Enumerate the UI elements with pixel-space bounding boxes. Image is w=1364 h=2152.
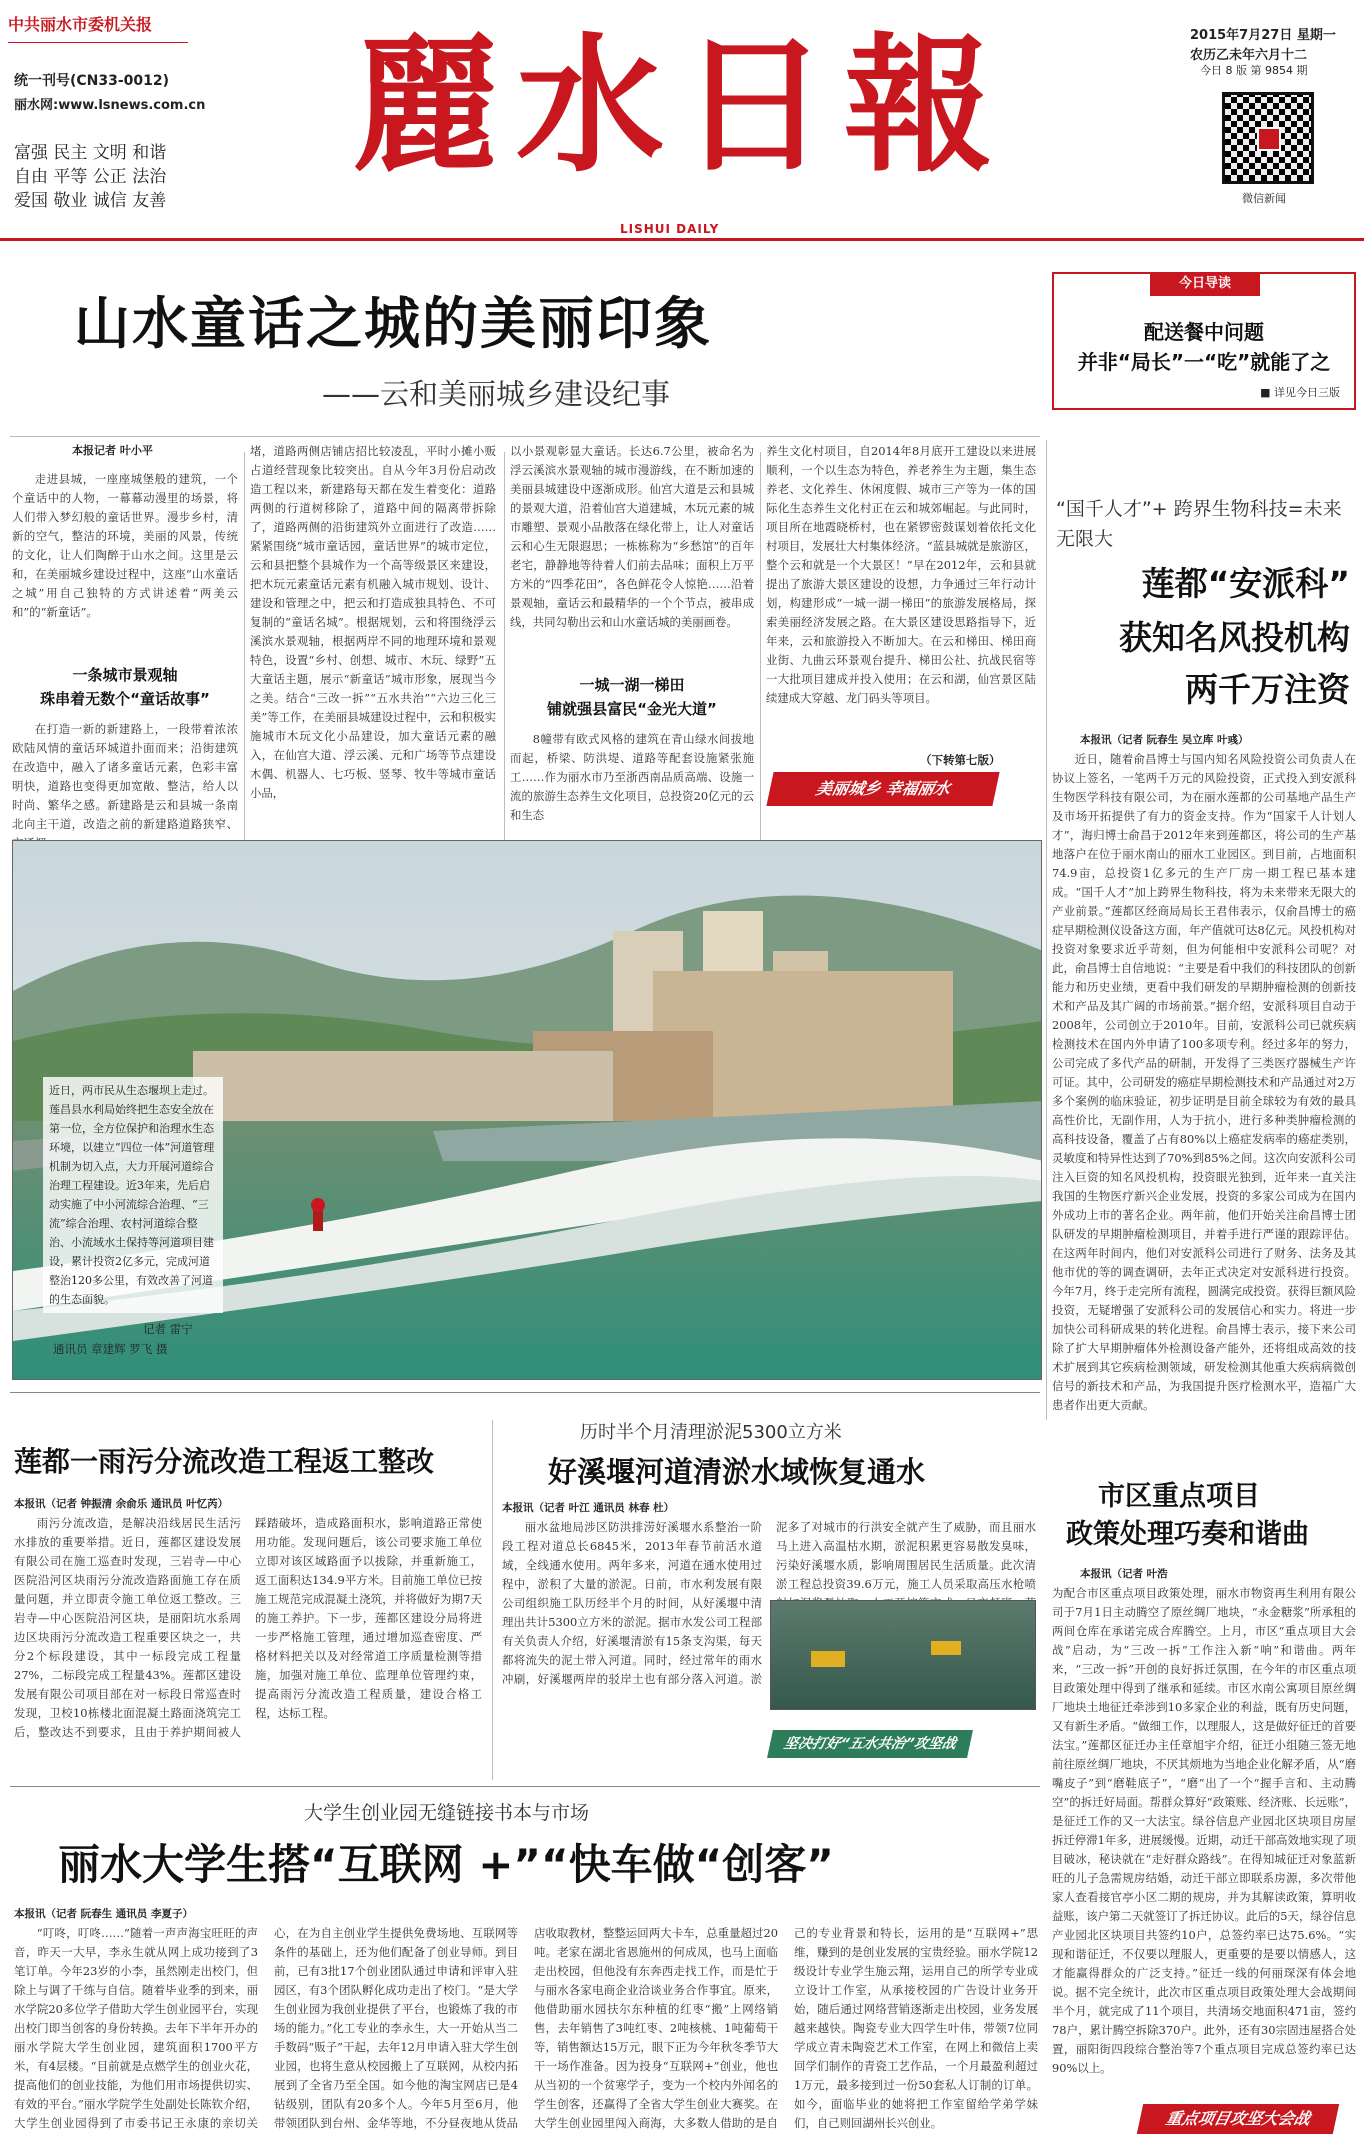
lead-col1-text: 走进县城，一座座城堡般的建筑，一个个童话中的人物，一幕幕动漫里的场景，将人们带入梦幻般的童话世界。漫步乡村，清新的空气，整洁的环境，美丽的风景，传统的文化，让人们陶醉于山水之间。这里是云和，在美丽城乡建设过程中，这座“山水童话之城”用自己独特的方式讲述着“两美云和”的“新童话”。 bbox=[12, 472, 238, 619]
photo-caption: 近日，两市民从生态堰坝上走过。莲昌县水利局始终把生态安全放在第一位，全方位保护和治理水生态环境，以建立“四位一体”河道管理机制为切入点，大力开展河道综合治理工程建设。近3年来，先后启动实施了中小河流综合治理、“三流”综合治理、农村河道综合整治、小流域水土保持等河道项目建设，累计投资2亿多元，完成河道整治120多公里，有效改善了河道的生态面貌。 bbox=[43, 1077, 223, 1313]
core-values-line2: 自由 平等 公正 法治 bbox=[14, 167, 167, 187]
lead-subheading-1a: 一条城市景观轴 bbox=[72, 666, 178, 684]
lead-headline: 山水童话之城的美丽印象 bbox=[74, 292, 712, 357]
date-line2: 农历乙未年六月十二 bbox=[1190, 48, 1308, 63]
core-values-line3: 爱国 敬业 诚信 友善 bbox=[14, 191, 167, 211]
date-line1: 2015年7月27日 星期一 bbox=[1190, 28, 1336, 43]
story3-photo bbox=[770, 1600, 1036, 1710]
story3-headline: 好溪堰河道清淤水域恢复通水 bbox=[548, 1455, 926, 1489]
sidebar-divider bbox=[1046, 440, 1047, 1420]
lead-subheading-2b: 铺就强县富民“金光大道” bbox=[547, 700, 717, 718]
title-char-1: 麗 bbox=[352, 18, 500, 192]
title-char-2: 水 bbox=[516, 18, 664, 192]
story3-byline: 本报讯（记者 叶江 通讯员 林春 杜） bbox=[502, 1502, 675, 1514]
masthead-left-rule bbox=[8, 42, 188, 43]
core-values-line1: 富强 民主 文明 和谐 bbox=[14, 143, 167, 163]
lead-subhead: ——云和美丽城乡建设纪事 bbox=[322, 377, 671, 411]
guide-tag: 今日导读 bbox=[1150, 272, 1260, 296]
date-line3: 今日 8 版 第 9854 期 bbox=[1200, 64, 1308, 77]
bottom-section-rule bbox=[10, 1786, 1040, 1787]
sidebar-story-text: 近日，随着俞昌博士与国内知名风险投资公司负责人在协议上签名，一笔两千万元的风险投资，正式投入到安派科生物医学科技有限公司，为在丽水莲都的公司基地产品生产及市场开拓提供了有力的资金支持。作为“国家千人计划人才”，海归博士俞昌于2012年来到莲都区，将公司的生产基地落户在位于丽水南山的丽水工业园区。到目前，占地面积74.9亩，总投资1亿多元的生产厂房一期工程已基本建成。“国千人才”加上跨界生物科技，将为未来带来无限大的产业前景。”莲都区经商局局长王君伟表示，仅俞昌博士的癌症早期检测仪设备这方面，年产值就可达8亿元。风投机构对投资对象要求近乎苛刻，但为何能相中安派科公司呢？对此，俞昌博士自信地说：“主要是看中我们的科技团队的创新能力和历史业绩，更看中我们研发的早期肿瘤检测的创新技术和产品及其广阔的市场前景。”据介绍，安派科项目自动于2008年，公司创立于2010年。目前，安派科公司已就疾病检测技术在国内外申请了100多项专利。经过多年的努力，公司完成了多代产品的研制，开发得了三类医疗器械生产许可证。其中，公司研发的癌症早期检测技术和产品通过对2万多个案例的临床验证，初步证明是目前全球较为有效的最具高性价比，无副作用，人为于抗小，进行多种类肿瘤检测的高科技设备，覆盖了占有80%以上癌症发病率的癌症类别，灵敏度和特异性达到了70%到85%之间。这次向安派科公司注入巨资的知名风投机构，投资眼光独到，近年来一直关注我国的生物医疗新兴企业发展，投资的多家公司成为在国内外成功上市的著名企业。两年前，他们开始关注俞昌博士团队研发的早期肿瘤检测项目，并着手进行严谨的跟踪评估。在这两年时间内，他们对安派科公司进行了财务、法务及其他市优的等的调查调研，去年正式决定对安派科进行投资。今年7月，终于走完所有流程，圆满完成投资。获得巨额风险投资，无疑增强了安派科公司的发展信心和实力。将进一步加快公司科研成果的转化进程。俞昌博士表示，接下来公司除了扩大早期肿瘤体外检测设备产能外，还将组成高效的技术扩展到其它疾病检测领域，研发检测其他重大疾病病微创信号的新技术和产品，为我国提升医疗检测水平，造福广大患者作出更大贡献。 bbox=[1052, 752, 1356, 1412]
story2-divider bbox=[492, 1420, 493, 1780]
lead-col-divider-1 bbox=[244, 452, 245, 846]
story2-body: 雨污分流改造，是解决沿线居民生活污水排放的重要举措。近日，莲都区建设发展有限公司在施工巡查时发现，三岩寺—中心医院沿河区块雨污分流改造路面施工存在质量问题，并立即责令施工单位返工整改。三岩寺—中心医院沿河区块，是丽阳坑水系周边区块雨污分流改造工程重要区块之一，共分2个标段建设，其中一标段完成工程量27%，二标段完成工程量43%。莲都区建设发展有限公司项目部在对一标段日常巡查时发现，卫校10栋楼北面混凝土路面浇筑完工后，整改达不到要求，且由于养护期间被人踩踏破坏，造成路面积水，影响道路正常使用功能。发现问题后，该公司要求施工单位立即对该区域路面予以拔除，并重新施工，返工面积达134.9平方米。目前施工单位已按施工规范完成混凝土浇筑，并将做好为期7天的施工养护。下一步，莲都区建设分局将进一步严格施工管理，通过增加巡查密度、严格材料把关以及对经常道工序质量检测等措施，加强对施工单位、监理单位管理约束，提高雨污分流改造工程质量，建设合格工程，达标工程。 bbox=[14, 1516, 482, 1739]
excavator-icon bbox=[811, 1651, 845, 1667]
guide-box[interactable] bbox=[1052, 272, 1356, 410]
masthead-bottom-rule bbox=[0, 238, 1364, 241]
lead-col3-text: 以小景观彰显大童话。长达6.7公里，被命名为浮云溪滨水景观轴的城市漫游线，在不断加速的美丽县城建设中逐渐成形。仙宫大道是云和县城的景观大道，沿着仙宫大道建城，木玩元素的城市雕塑、景观小品散落在绿化带上，让人对童话云和心生无限遐思；一栋栋称为“乡愁馆”的百年老宅，静静地等待着人们前去品味；面积上万平方米的“四季花田”，各色鲜花令人惊艳……沿着景观轴，童话云和最精华的一个个节点，被串成线，共同勾勒出云和山水童话城的美丽画卷。 bbox=[510, 444, 754, 629]
story2-headline: 莲都一雨污分流改造工程返工整改 bbox=[14, 1445, 435, 1478]
english-title: LISHUI DAILY bbox=[620, 222, 720, 236]
party-organ-label: 中共丽水市委机关报 bbox=[8, 15, 153, 34]
story4-headline-line2: 政策处理巧奏和谐曲 bbox=[1066, 1519, 1309, 1550]
guide-headline-line1: 配送餐中问题 bbox=[1144, 320, 1264, 344]
lower-section-rule bbox=[10, 1392, 1040, 1393]
lead-col2-text: 堵，道路两侧店铺店招比较凌乱，平时小摊小贩占道经营现象比较突出。自从今年3月份启动改造工程以来，新建路每天都在发生着变化：道路两侧的行道树移除了，道路中间的隔离带拆除了，道路两侧的沿街建筑外立面进行了改造……紧紧围绕“城市童话园，童话世界”的城市定位，云和县把整个县城作为一个高等级景区来建设，把木玩元素童话元素有机融入城市规划、设计、建设和管理之中，把云和打造成独具特色、不可复制的“童话名城”。根据规划，云和将围绕浮云溪滨水景观轴，根据两岸不同的地理环境和景观特色，设置“乡村、创想、城市、木玩、绿野”五大童话主题，展示“新童话”城市形象，展现当今之美。结合“三改一拆”“五水共治”“六边三化三美”等工作，在美丽县城建设过程中，云和积极实施城市木玩文化小品建设，加大童话元素的融入，在仙宫大道、浮云溪、元和广场等节点建设木偶、机器人、七巧板、竖琴、牧牛等城市童话小品， bbox=[250, 444, 496, 800]
lead-col1b-text: 在打造一新的新建路上，一段带着浓浓欧陆风情的童话环城道扑面而来；沿街建筑在改造中，融入了诸多童话元素，色彩丰富明快，道路也变得更加宽敞、整洁，给人以时尚、繁华之感。新建路是云和县城一条南北向主干道，改造之前的新建路道路狭窄、 bbox=[12, 722, 238, 831]
lead-col-divider-2 bbox=[504, 452, 505, 846]
story5-headline: 丽水大学生搭“互联网 +”“快车做“创客” bbox=[58, 1840, 834, 1889]
lead-subheading-2a: 一城一湖一梯田 bbox=[579, 676, 685, 694]
qr-logo-icon bbox=[1257, 127, 1281, 151]
story4-byline: 本报讯（记者 叶浩 bbox=[1080, 1568, 1168, 1580]
photo-frame bbox=[12, 840, 1042, 1380]
guide-note: ■ 详见今日三版 bbox=[1260, 386, 1340, 399]
photo-credit-correspondents: 通讯员 章建辉 罗飞 摄 bbox=[53, 1342, 168, 1356]
sidebar-headline-line3: 两千万注资 bbox=[1185, 670, 1350, 709]
sidebar-kicker: “国千人才”+ 跨界生物科技=未来无限大 bbox=[1056, 498, 1342, 550]
story3-body: 丽水盆地局涉区防洪排涝好溪堰水系整治一阶段工程对道总长6845米，2013年春节前活水道域，全线通水使用。两年多来，河道在通水使用过程中，淤积了大量的淤泥。日前，市水利发展有限公司组织施工队历经半个月的时间，从好溪堰中清理出共计5300立方米的淤泥。据市水发公司工程部有关负责人介绍，好溪堰清淤有15条支沟渠，每天都将流失的泥土带入河道。同时，经过常年的雨水冲刷，好溪堰两岸的驳岸土也有部分落入河道。淤泥多了对城市的行洪安全就产生了威胁，而且丽水马上进入高温枯水期，淤泥积累更容易散发臭味，污染好溪堰水质，影响周围居民生活质量。此次清淤工程总投资39.6万元，施工人员采取高压水枪喷 bbox=[502, 1520, 1036, 1686]
story4-headline-line1: 市区重点项目 bbox=[1098, 1481, 1260, 1512]
lead-subheading-1b: 珠串着无数个“童话故事” bbox=[40, 690, 210, 708]
website-label: 丽水网:www.lsnews.com.cn bbox=[14, 98, 206, 113]
story4-banner: 重点项目攻坚大会战 bbox=[1137, 2104, 1339, 2134]
lead-col-divider-3 bbox=[760, 452, 761, 846]
lead-continued-note: （下转第七版） bbox=[920, 753, 1001, 767]
lead-col4-text: 养生文化村项目，自2014年8月底开工建设以来进展顺利，一个以生态为特色，养老养生为主题，集生态养老、文化养生、休闲度假、城市三产等为一体的国际化生态养生文化村正在云和城郊崛起。与此同时，项目所在地霞晓桥村，也在紧锣密鼓谋划着依托文化村项目，发展壮大村集体经济。“蓝县城就是旅游区，整个云和就是一个大景区！”早在2012年，云和县就提出了旅游大景区建设的设想，力争通过三年行动计划，构建形成“一城一湖一梯田”的旅游发展格局，探索美丽经济发展之路。在大景区建设思路指导下，近年来，云和旅游投入不断加大。在云和梯田、梯田商业街、九曲云环景观台提升、梯田公社、抗战民宿等一大批项目建成并投入使用；在云和湖，仙宫景区陆续建成大穿越、龙门码头等项目。 bbox=[766, 444, 1036, 705]
story5-body: “叮咚，叮咚……”随着一声声海宝旺旺的声音，昨天一大早，李永生就从网上成功接到了3笔订单。今年23岁的小李，虽然刚走出校门，但除上与调了千练与自信。随着毕业季的到来，丽水学院20多位学子借助大学生创业园平台，实现出校门即当创客的身份转换。去年下半年开办的丽水学院大学生创业园，建筑面积1700平方米，有4层楼。“目前就是点燃学生的创业火花，提高他们的创业技能，为他们用市场提供切实、有效的平台。”丽水学院学生处副处长陈钦介绍，大学生创业园得到了市委书记王永康的亲切关心，在为自主创业学生提供免费场地、互联网等条件的基础上，还为他们配备了创业导师。到目前，已有3批17个创业团队通过申请和评审入驻园区，有3个团队孵化成功走出了校门。“是大学生创业园为我创业提供了平台，也锻炼了我的市场的能力。”化工专业的李永生，大一开始从当二手数码“贩子”干起，去年12月申请入驻大学生创业园，也将生意从校园搬上了互联网，从校内拓展到了全省乃至全国。如今他的淘宝网店已是4钻级别，团队有20多个人。今年5月至6月，他带领团队到台州、金华等地，不分昼夜地从货品店收取教材，整整运回两大卡车，总重量超过20吨。老家在湖北省恩施州的何成凤，也马上面临走出校园，但他没有东奔西走找工作，而是忙于与丽水各家电商企业洽谈业务合作事宜。原来，他借助丽水园扶尔东种植的红枣“搬”上网络销售，去年销售了3吨红枣、2吨核桃、1吨葡萄干等，销售额达15万元，眼下正为今年秋冬季节大干一场作准备。因为投身“互联网+”创业，他也从当初的一个贫寒学子，变为一个校内外闻名的学生创客，还赢得了全省大学生创业大赛奖。在大学生创业园里闯入商海，大多数人借助的是自己的专业背景和特长，运用的是“互联网+”思维，赚到的是创业发展的宝贵经验。丽水学院12级设计专业学生施云翔，运用自己的所学专业成立设计工作室，从承接校园的广告设计业务开始，随后通过网络营销逐渐走出校园，业务发展越来越快。陶瓷专业大四学生叶伟，带领7位同学成立青未陶瓷艺术工作室，在网上和微信上卖回学们制作的青瓷工艺作品，一个月最盈利超过1万元，最多接到过一份50套私人订制的订单。如今，面临毕业的她将把工作室留给学弟学妹们，自己则回湖州长兴创业。 bbox=[14, 1926, 1038, 2130]
lead-top-rule bbox=[10, 436, 1040, 437]
story5-kicker: 大学生创业园无缝链接书本与市场 bbox=[304, 1802, 590, 1824]
qr-code[interactable] bbox=[1222, 92, 1314, 184]
sidebar-headline-line1: 莲都“安派科” bbox=[1141, 564, 1350, 603]
sidebar-headline-line2: 获知名风投机构 bbox=[1119, 618, 1350, 657]
newspaper-title bbox=[352, 20, 992, 190]
sidebar-byline: 本报讯（记者 阮春生 吴立库 叶彧） bbox=[1080, 734, 1249, 746]
photo-credit-reporter: 记者 雷宁 bbox=[143, 1322, 193, 1336]
lead-col3b-text: 8幢带有欧式风格的建筑在青山绿水间拔地而起，桥梁、防洪堤、道路等配套设施紧张施工……作为丽水市乃至浙西南品质高端、设施一流的旅游生态养生文化项目，总投资20亿元的云和生态 bbox=[510, 732, 754, 822]
story3-kicker: 历时半个月清理淤泥5300立方米 bbox=[580, 1422, 842, 1443]
lead-byline: 本报记者 叶小平 bbox=[72, 444, 153, 457]
masthead bbox=[0, 0, 1364, 240]
five-water-banner: 坚决打好“五水共治”攻坚战 bbox=[767, 1730, 973, 1758]
title-char-4: 報 bbox=[844, 18, 992, 192]
issn-label: 统一刊号(CN33-0012) bbox=[14, 73, 170, 89]
story5-byline: 本报讯（记者 阮春生 通讯员 李夏子） bbox=[14, 1908, 193, 1920]
excavator-icon-2 bbox=[931, 1641, 961, 1655]
story4-body: 为配合市区重点项目政策处理，丽水市物资再生利用有限公司于7月1日主动腾空了原丝绸厂地块，“永金糖浆”所承租的两间仓库在承诺完成合库腾空。上月，市区“重点项目大会战”启动，为“三改一拆”工作注入新“响”和谐曲。两年来，“三改一拆”开创的良好拆迁氛围，在今年的市区重点项目政策处理中得到了继承和延续。市区水南公寓项目原丝绸厂地块土地征迁牵涉到10多家企业的利益，既有历史问题，又有新生矛盾。“做细工作，以理服人，这是做好征迁的首要法宝。”莲都区征迁办主任章旭宇介绍，征迁小组随三签无地前往原丝绸厂地块，不厌其烦地为当地企业化解矛盾，从“磨嘴皮子”到“磨鞋底子”，“磨”出了一个“握手言和、主动腾空”的拆迁好局面。帮群众算好“政策账、经济账、长远账”，是征迁工作的又一大法宝。绿谷信息产业园北区块项目房屋拆迁停滞1年多，进展缓慢。近期，动迁干部高效地实现了项目破冰，秘诀就在“走好群众路线”。在得知城征迁对象蓝新旺的儿子急需规房结婚，动迁干部立即联系房源，多次带他家人查看接官亭小区二期的规房，并为其解读政策，算明收益账，该户第二天就签订了拆迁协议。此后的5天，绿谷信息产业园北区块项目共签约10户，总签约率已达75.6%。“实现和谐征迁，不仅要以理服人，更重要的是要以情感人，这才能赢得群众的广泛支持。”征迁一线的何丽琛深有体会地说。据不完全统计，此次市区重点项目政策处理大会战期间半个月，就完成了11个项目，共清场交地面积471亩，签约78户，累计腾空拆除370户。此外，还有30宗固违屋搭合处置，丽阳街四段综合整治等7个重点项目完成总签约率已达90%以上。 bbox=[1052, 1586, 1356, 2075]
lead-section-badge: 美丽城乡 幸福丽水 bbox=[766, 772, 999, 806]
story2-byline: 本报讯（记者 钟振清 余俞乐 通讯员 叶忆芮） bbox=[14, 1498, 229, 1510]
qr-label: 微信新闻 bbox=[1242, 192, 1286, 205]
title-char-3: 日 bbox=[680, 18, 828, 192]
guide-headline-line2: 并非“局长”一“吃”就能了之 bbox=[1077, 350, 1331, 374]
